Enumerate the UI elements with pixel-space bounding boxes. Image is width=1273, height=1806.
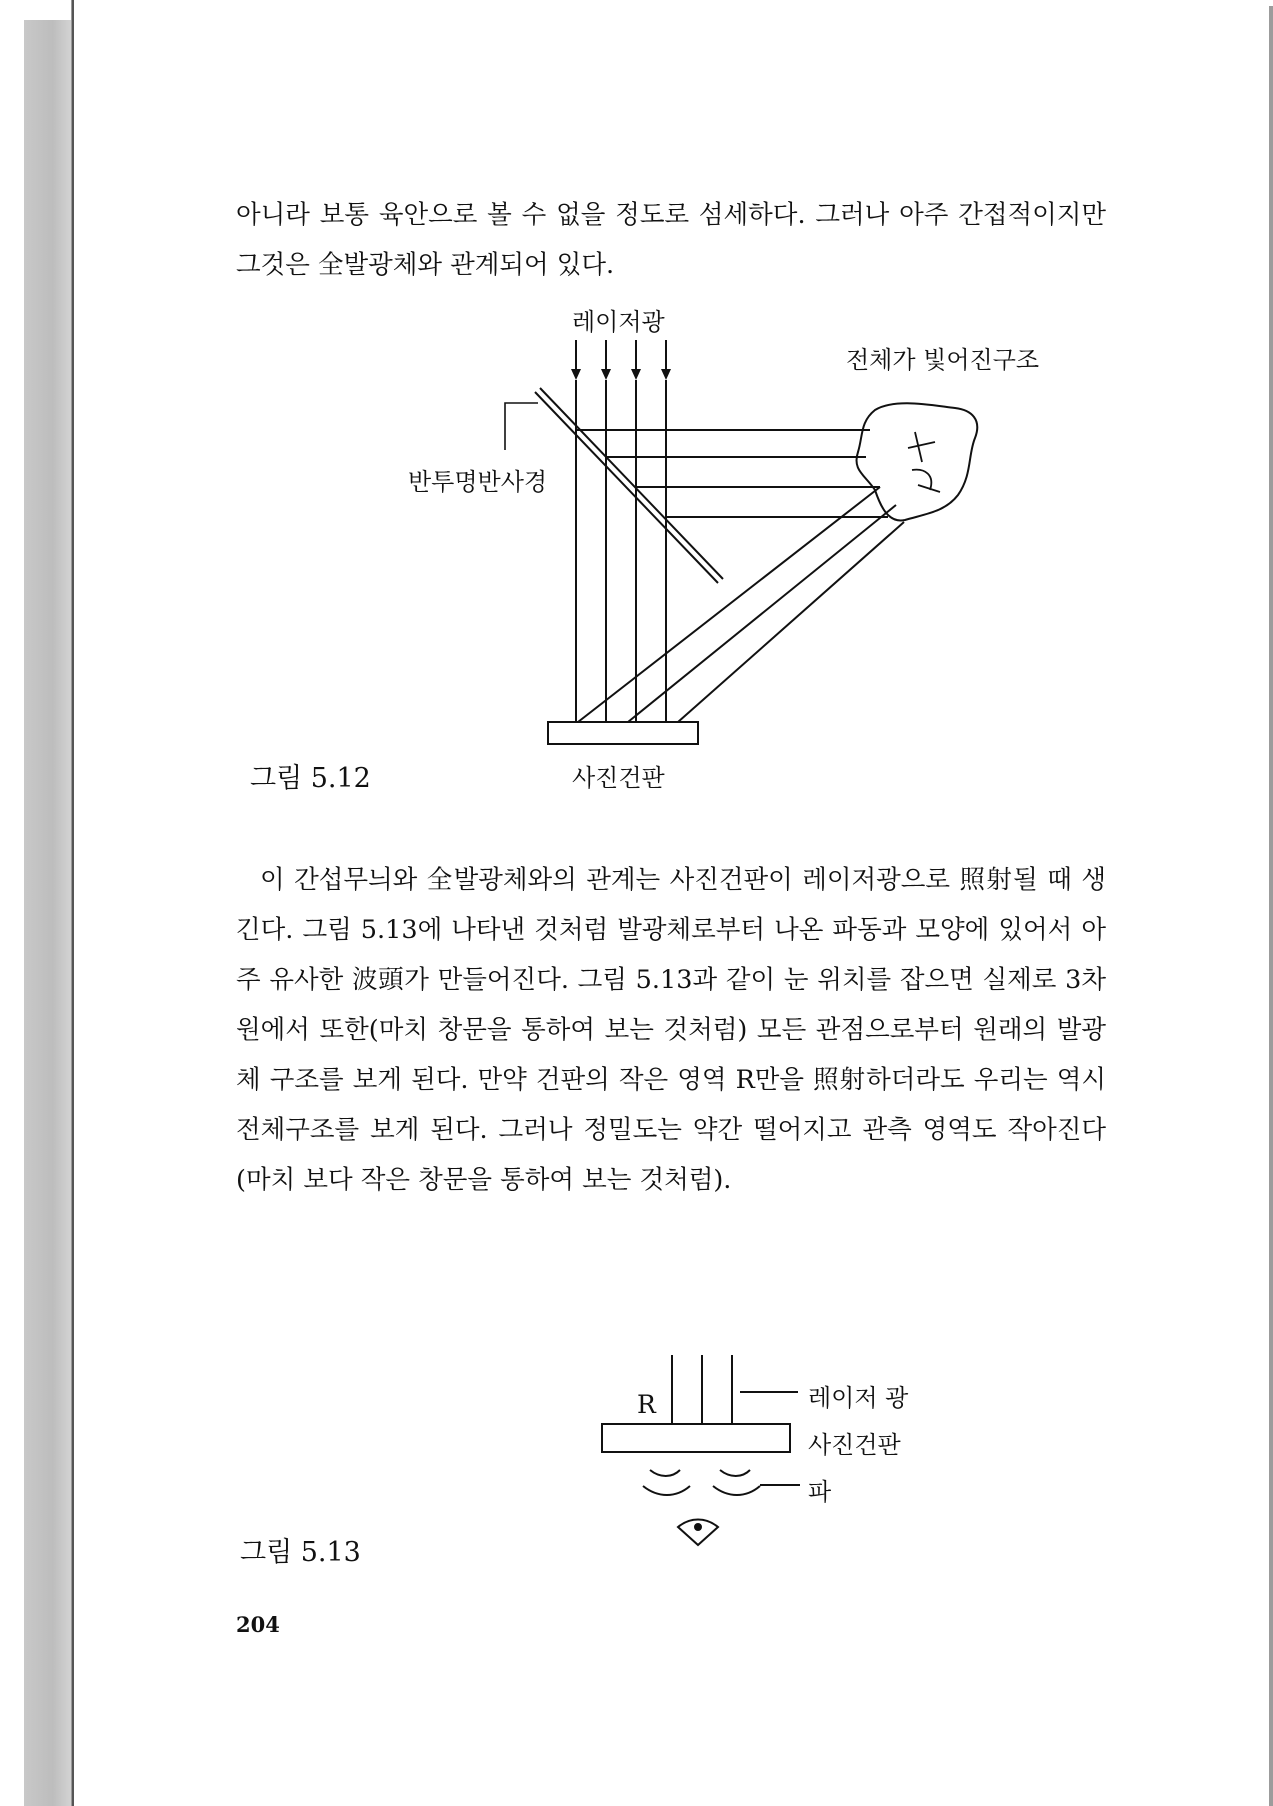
- page-number: 204: [236, 1612, 280, 1637]
- laser-label: 레이저광: [572, 308, 665, 336]
- figure-5-12-caption: 그림 5.12: [250, 763, 371, 794]
- wavefronts: [643, 1470, 760, 1495]
- eye-pupil: [695, 1524, 701, 1530]
- photo-plate-5-13: [602, 1424, 790, 1452]
- figure-5-13-caption: 그림 5.13: [240, 1537, 361, 1568]
- mirror-label: 반투명반사경: [408, 468, 548, 496]
- laser-label-5-13: 레이저 광: [808, 1384, 909, 1412]
- plate-label: 사진건판: [572, 764, 665, 792]
- paragraph-1: 아니라 보통 육안으로 볼 수 없을 정도로 섬세하다. 그러나 아주 간접적이지만 그것은 全발광체와 관계되어 있다.: [236, 200, 1106, 280]
- paragraph-2: 이 간섭무늬와 全발광체와의 관계는 사진건판이 레이저광으로 照射될 때 생긴다. 그림 5.13에 나타낸 것처럼 발광체로부터 나온 파동과 모양에 있어서 아주 유사한 波頭가 만들어진다. 그림 5.13과 같이 눈 위치를 잡으면 실제로 3차원에서 또한(마치 창문을 통하여 보는 것처럼) 모든 관점으로부터 원래의 발광체 구조를 보게 된다. 만약 건판의 작은 영역 R만을 照射하더라도 우리는 역시 전체구조를 보게 된다. 그러나 정밀도는 약간 떨어지고 관측 영역도 작아진다(마치 보다 작은 창문을 통하여 보는 것처럼).: [236, 865, 1106, 1195]
- region-label: R: [637, 1390, 656, 1419]
- laser-beams-5-13: [672, 1355, 732, 1424]
- plate-label-5-13: 사진건판: [808, 1431, 901, 1459]
- wave-label: 파: [808, 1478, 832, 1506]
- object-label: 전체가 빛어진구조: [846, 346, 1040, 374]
